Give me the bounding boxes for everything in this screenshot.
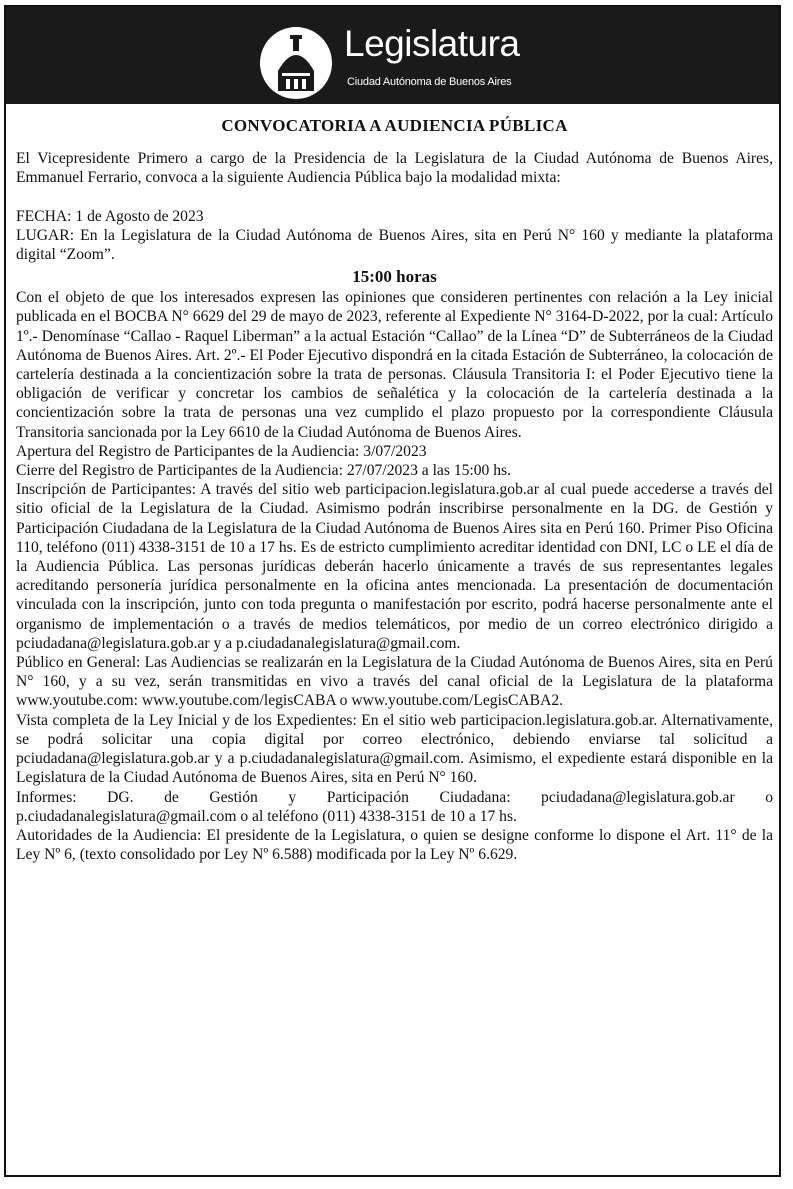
cierre-line: [16, 461, 773, 480]
publico-value: Las Audiencias se realizarán en la Legislatura de la Ciudad Autónoma de Buenos Aires, sita en Perú N° 160, y a su vez, serán transmitidas en vivo a través del canal oficial de la Legislatura de la plataforma www.youtube.com: www.youtube.com/legisCABA o www.youtube.com/LegisCABA2.: [16, 654, 773, 710]
page-title: CONVOCATORIA A AUDIENCIA PÚBLICA: [221, 116, 568, 135]
vista-label: Vista completa de la Ley Inicial y de los Expedientes:: [16, 711, 357, 729]
apertura-label: Apertura del Registro de Participantes de la Audiencia:: [16, 442, 360, 460]
lugar-label: LUGAR:: [16, 226, 75, 244]
fecha-line: [16, 207, 773, 226]
brand-subtitle: Ciudad Autónoma de Buenos Aires: [347, 76, 512, 88]
lugar-line: [16, 226, 773, 264]
notice-frame: [4, 5, 781, 1177]
publico-paragraph: [16, 653, 773, 711]
brand-name: Legislatura: [344, 23, 520, 64]
fecha-label: FECHA:: [16, 207, 72, 225]
vista-paragraph: [16, 711, 773, 788]
informes-label: Informes:: [16, 788, 77, 806]
apertura-value: 3/07/2023: [359, 442, 427, 460]
autoridades-paragraph: [16, 826, 773, 864]
objeto-paragraph: Con el objeto de que los interesados expresen las opiniones que consideren pertinentes con relación a la Ley inicial publicada en el BOCBA N° 6629 del 29 de mayo de 2023, referente al Expediente N° 3164-D-2022, por la cual: Artículo 1º.- Denomínase “Callao - Raquel Liberman” a la actual Estación “Callao” de la Línea “D” de Subterráneos de la Ciudad Autónoma de Buenos Aires. Art. 2º.- El Poder Ejecutivo dispondrá en la citada Estación de Subterráneo, la colocación de cartelería destinada a la concientización sobre la trata de personas. Cláusula Transitoria I: el Poder Ejecutivo tiene la obligación de verificar y concretar los cambios de señalética y la colocación de la cartelería destinada a la concientización sobre la trata de personas una vez cumplido el plazo propuesto por la correspondiente Cláusula Transitoria sancionada por la Ley 6610 de la Ciudad Autónoma de Buenos Aires.: [16, 289, 773, 441]
apertura-line: [16, 442, 773, 461]
hora-heading: 15:00 horas: [352, 267, 437, 287]
informes-value: DG. de Gestión y Participación Ciudadana: pciudadana@legislatura.gob.ar o p.ciudadanalegislatura@gmail.com o al teléfono (011) 4338-3151 de 10 a 17 hs.: [16, 788, 773, 825]
spacer: [16, 188, 773, 207]
vista-value: En el sitio web participacion.legislatura.gob.ar. Alternativamente, se podrá solicitar una copia digital por correo electrónico, debiendo enviarse tal solicitud a pciudadana@legislatura.gob.ar y a p.ciudadanalegislatura@gmail.com. Asimismo, el expediente estará disponible en la Legislatura de la Ciudad Autónoma de Buenos Aires, sita en Perú N° 160.: [16, 711, 773, 787]
inscripcion-value: A través del sitio web participacion.legislatura.gob.ar al cual puede accederse a través del sitio oficial de la Legislatura de la Ciudad. Asimismo podrán inscribirse personalmente en la DG. de Gestión y Participación Ciudadana de la Legislatura de la Ciudad Autónoma de Buenos Aires sita en Perú 160. Primer Piso Oficina 110, teléfono (011) 4338-3151 de 10 a 17 hs. Es de estricto cumplimiento acreditar identidad con DNI, LC o LE el día de la Audiencia Pública. Las personas jurídicas deberán hacerlo únicamente a través de sus representantes legales acreditando personería jurídica personalmente en la oficina antes mencionada. La presentación de documentación vinculada con la inscripción, junto con toda pregunta o manifestación por escrito, podrá hacerse personalmente ante el organismo de implementación o a través de medios telemáticos, por medio de un correo electrónico dirigido a pciudadana@legislatura.gob.ar y a p.ciudadanalegislatura@gmail.com.: [16, 481, 773, 652]
notice-body: [6, 104, 779, 864]
autoridades-label: Autoridades de la Audiencia:: [16, 826, 202, 844]
cierre-value: 27/07/2023 a las 15:00 hs.: [342, 462, 511, 480]
lugar-value: En la Legislatura de la Ciudad Autónoma de Buenos Aires, sita en Perú N° 160 y mediante la plataforma digital “Zoom”.: [16, 226, 773, 264]
fecha-value: 1 de Agosto de 2023: [71, 207, 204, 225]
inscripcion-label: Inscripción de Participantes:: [16, 481, 196, 499]
informes-paragraph: [16, 788, 773, 826]
legislature-dome-logo: [256, 21, 336, 101]
header-banner: [6, 7, 779, 104]
intro-paragraph: El Vicepresidente Primero a cargo de la Presidencia de la Legislatura de la Ciudad Autónoma de Buenos Aires, Emmanuel Ferrario, convoca a la siguiente Audiencia Pública bajo la modalidad mixta:: [16, 150, 773, 187]
publico-label: Público en General:: [16, 654, 141, 672]
cierre-label: Cierre del Registro de Participantes de la Audiencia:: [16, 462, 343, 480]
autoridades-value: El presidente de la Legislatura, o quien se designe conforme lo dispone el Art. 11° de la Ley Nº 6, (texto consolidado por Ley Nº 6.588) modificada por la Ley Nº 6.629.: [16, 826, 773, 864]
inscripcion-paragraph: [16, 480, 773, 653]
